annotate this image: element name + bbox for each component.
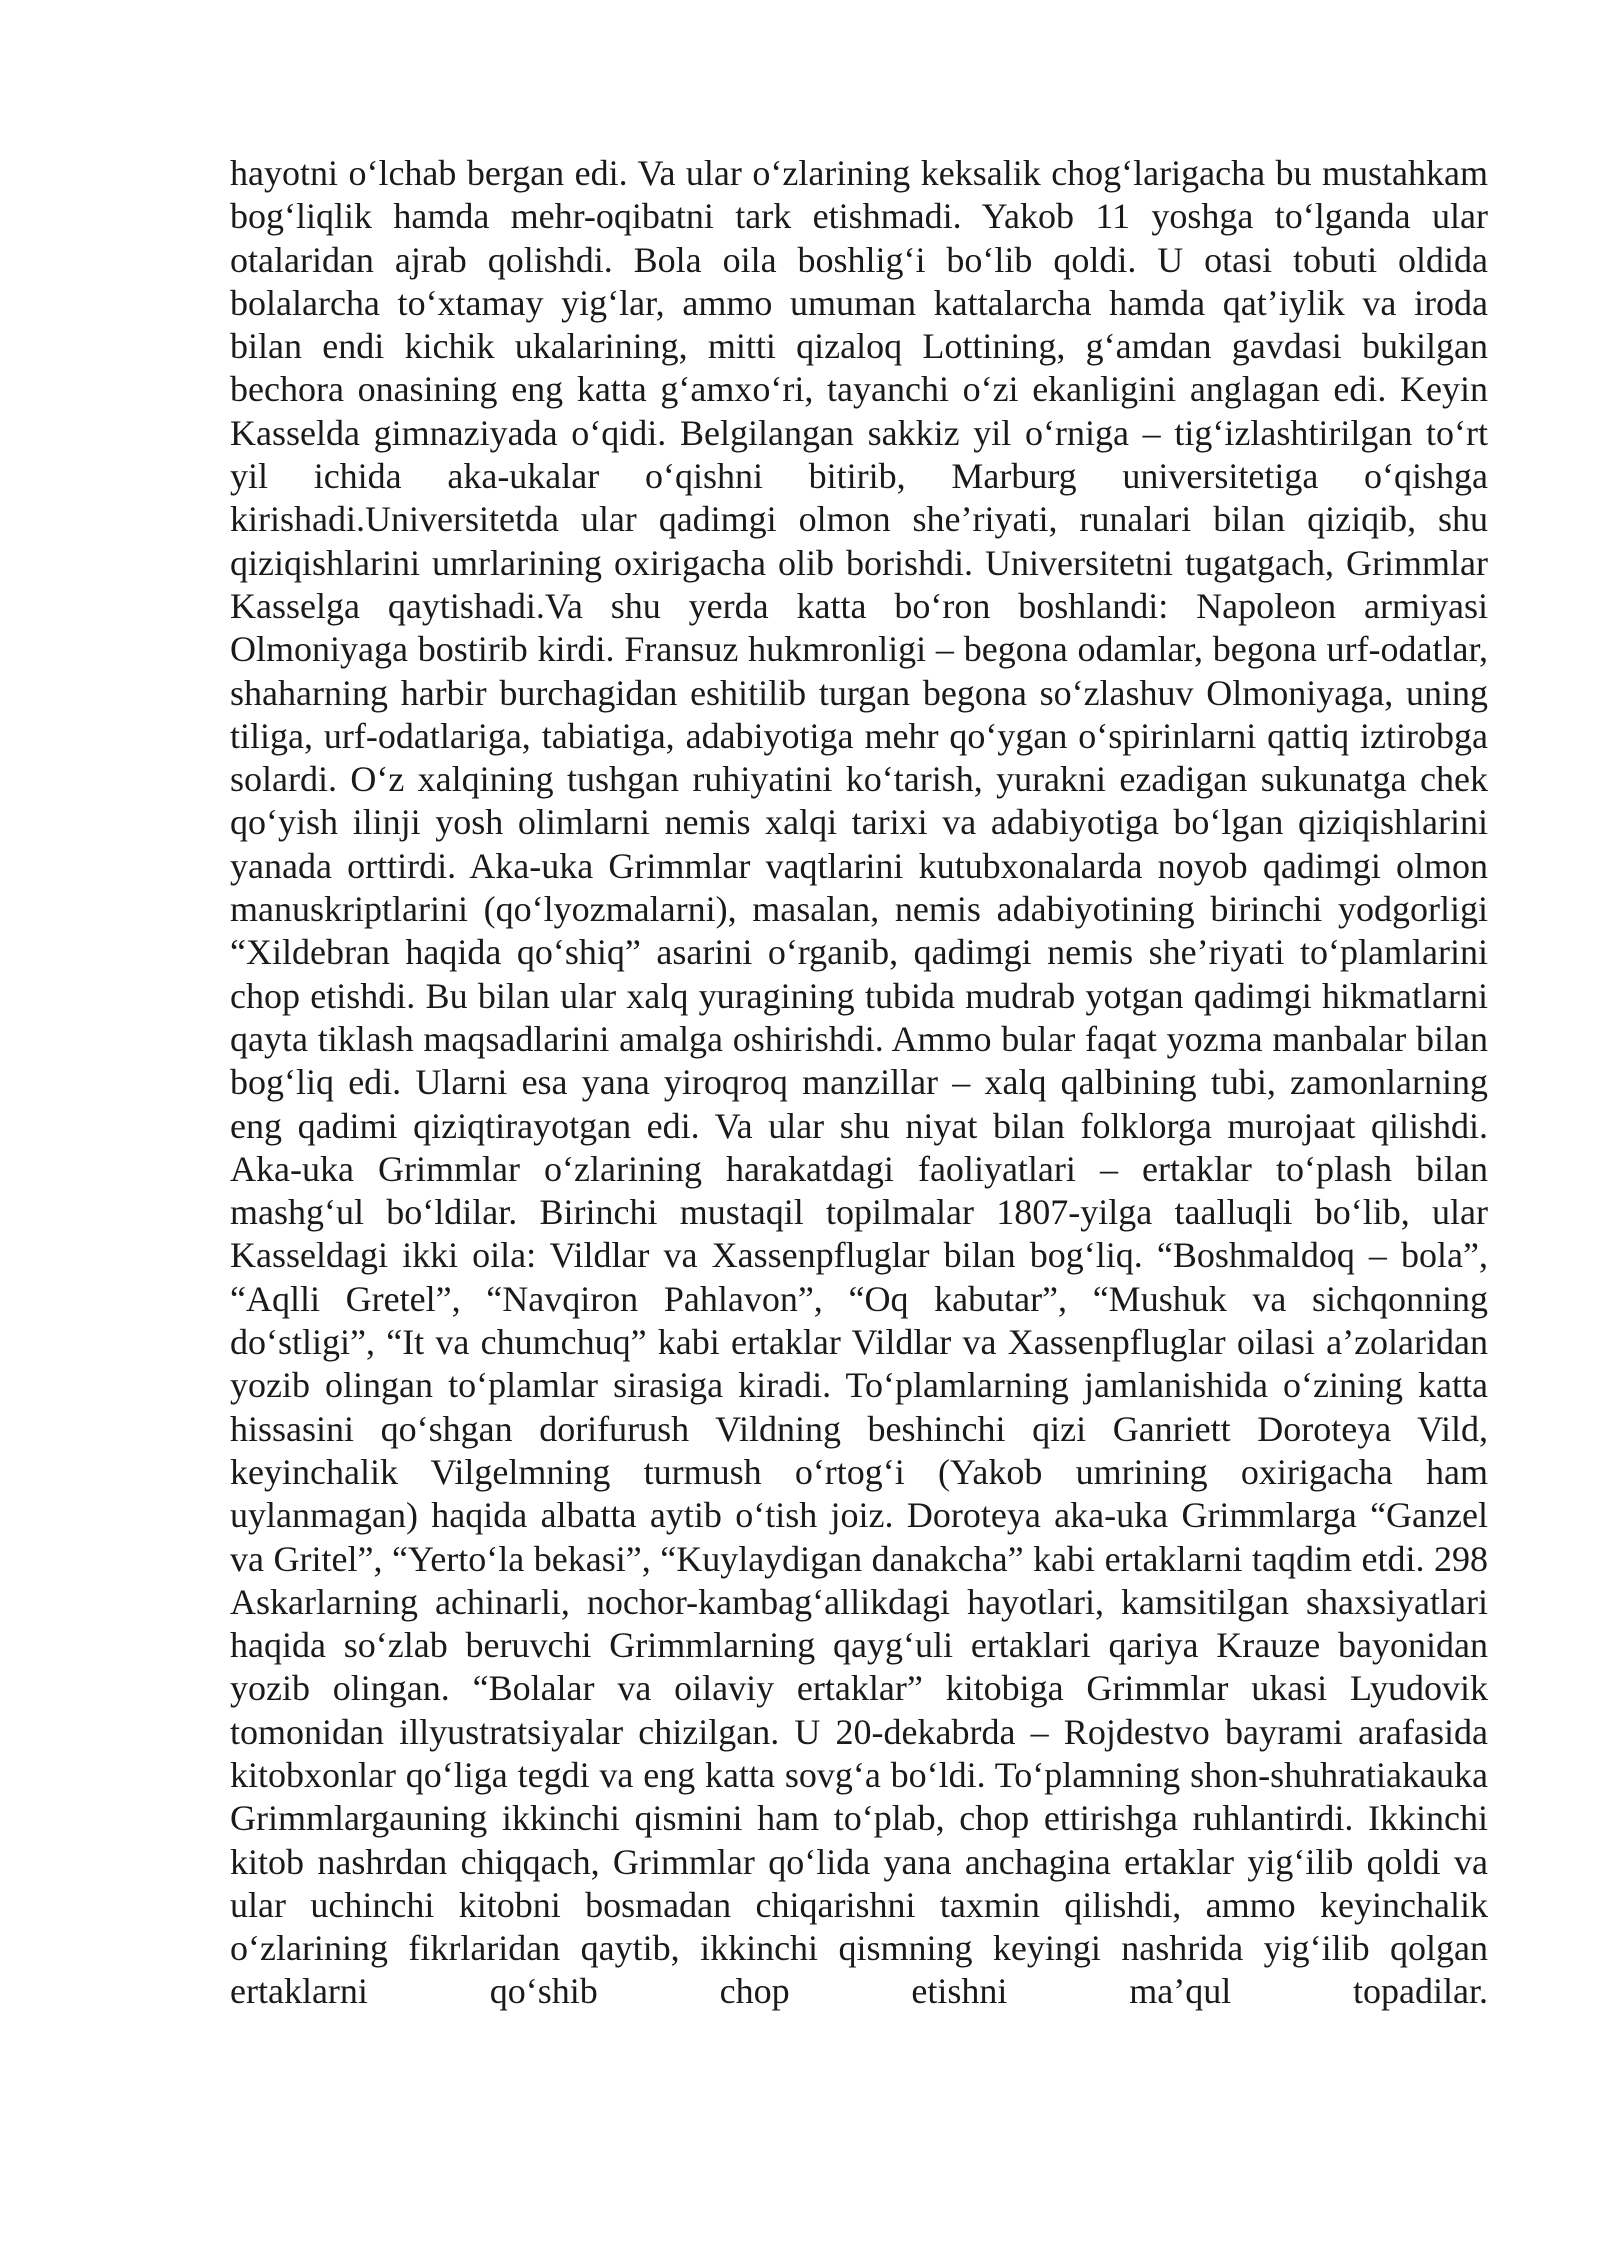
paragraph: hayotni o‘lchab bergan edi. Va ular o‘zlarining keksalik chog‘larigacha bu mustahkam bog‘liqlik hamda mehr-oqibatni tark etishmadi. Yakob 11 yoshga to‘lganda ular otalaridan ajrab qolishdi. Bola oila boshlig‘i bo‘lib qoldi. U otasi tobuti oldida bolalarcha to‘xtamay yig‘lar, ammo umuman kattalarcha hamda qat’iylik va iroda bilan endi kichik ukalarining, mitti qizaloq Lottining, g‘amdan gavdasi bukilgan bechora onasining eng katta g‘amxo‘ri, tayanchi o‘zi ekanligini anglagan edi. Keyin Kasselda gimnaziyada o‘qidi. Belgilangan sakkiz yil o‘rniga – tig‘izlashtirilgan to‘rt yil ichida aka-ukalar o‘qishni bitirib, Marburg universitetiga o‘qishga kirishadi.Universitetda ular qadimgi olmon she’riyati, runalari bilan qiziqib, shu qiziqishlarini umrlarining oxirigacha olib borishdi. Universitetni tugatgach, Grimmlar Kasselga qaytishadi.Va shu yerda katta bo‘ron boshlandi: Napoleon armiyasi Olmoniyaga bostirib kirdi. Fransuz hukmronligi – begona odamlar, begona urf-odatlar, shaharning harbir burchagidan eshitilib turgan begona so‘zlashuv Olmoniyaga, uning tiliga, urf-odatlariga, tabiatiga, adabiyotiga mehr qo‘ygan o‘spirinlarni qattiq iztirobga solardi. O‘z xalqining tushgan ruhiyatini ko‘tarish, yurakni ezadigan sukunatga chek qo‘yish ilinji yosh olimlarni nemis xalqi tarixi va adabiyotiga bo‘lgan qiziqishlarini yanada orttirdi. Aka-uka Grimmlar vaqtlarini kutubxonalarda noyob qadimgi olmon manuskriptlarini (qo‘lyozmalarni), masalan, nemis adabiyotining birinchi yodgorligi “Xildebran haqida qo‘shiq” asarini o‘rganib, qadimgi nemis she’riyati to‘plamlarini chop etishdi. Bu bilan ular xalq yuragining tubida mudrab yotgan qadimgi hikmatlarni qayta tiklash maqsadlarini amalga oshirishdi. Ammo bular faqat yozma manbalar bilan bog‘liq edi. Ularni esa yana yiroqroq manzillar – xalq qalbining tubi, zamonlarning eng qadimi qiziqtirayotgan edi. Va ular shu niyat bilan folklorga murojaat qilishdi. Aka-uka Grimmlar o‘zlarining harakatdagi faoliyatlari – ertaklar to‘plash bilan mashg‘ul bo‘ldilar. Birinchi mustaqil topilmalar 1807-yilga taalluqli bo‘lib, ular Kasseldagi ikki oila: Vildlar va Xassenpfluglar bilan bog‘liq. “Boshmaldoq – bola”, “Aqlli Gretel”, “Navqiron Pahlavon”, “Oq kabutar”, “Mushuk va sichqonning do‘stligi”, “It va chumchuq” kabi ertaklar Vildlar va Xassenpfluglar oilasi a’zolaridan yozib olingan to‘plamlar sirasiga kiradi. To‘plamlarning jamlanishida o‘zining katta hissasini qo‘shgan dorifurush Vildning beshinchi qizi Ganriett Doroteya Vild, keyinchalik Vilgelmning turmush o‘rtog‘i (Yakob umrining oxirigacha ham uylanmagan) haqida albatta aytib o‘tish joiz. Doroteya aka-uka Grimmlarga “Ganzel va Gritel”, “Yerto‘la bekasi”, “Kuylaydigan danakcha” kabi ertaklarni taqdim etdi. 298 Askarlarning achinarli, nochor-kambag‘allikdagi hayotlari, kamsitilgan shaxsiyatlari haqida so‘zlab beruvchi Grimmlarning qayg‘uli ertaklari qariya Krauze bayonidan yozib olingan. “Bolalar va oilaviy ertaklar” kitobiga Grimmlar ukasi Lyudovik tomonidan illyustratsiyalar chizilgan. U 20-dekabrda – Rojdestvo bayrami arafasida kitobxonlar qo‘liga tegdi va eng katta sovg‘a bo‘ldi. To‘plamning shon-shuhratiakauka Grimmlargauning ikkinchi qismini ham to‘plab, chop ettirishga ruhlantirdi. Ikkinchi kitob nashrdan chiqqach, Grimmlar qo‘lida yana anchagina ertaklar yig‘ilib qoldi va ular uchinchi kitobni bosmadan chiqarishni taxmin qilishdi, ammo keyinchalik o‘zlarining fikrlaridan qaytib, ikkinchi qismning keyingi nashrida yig‘ilib qolgan ertaklarni qo‘shib chop etishni ma’qul topadilar. [230, 153, 1488, 2012]
body-text [230, 152, 1488, 2014]
